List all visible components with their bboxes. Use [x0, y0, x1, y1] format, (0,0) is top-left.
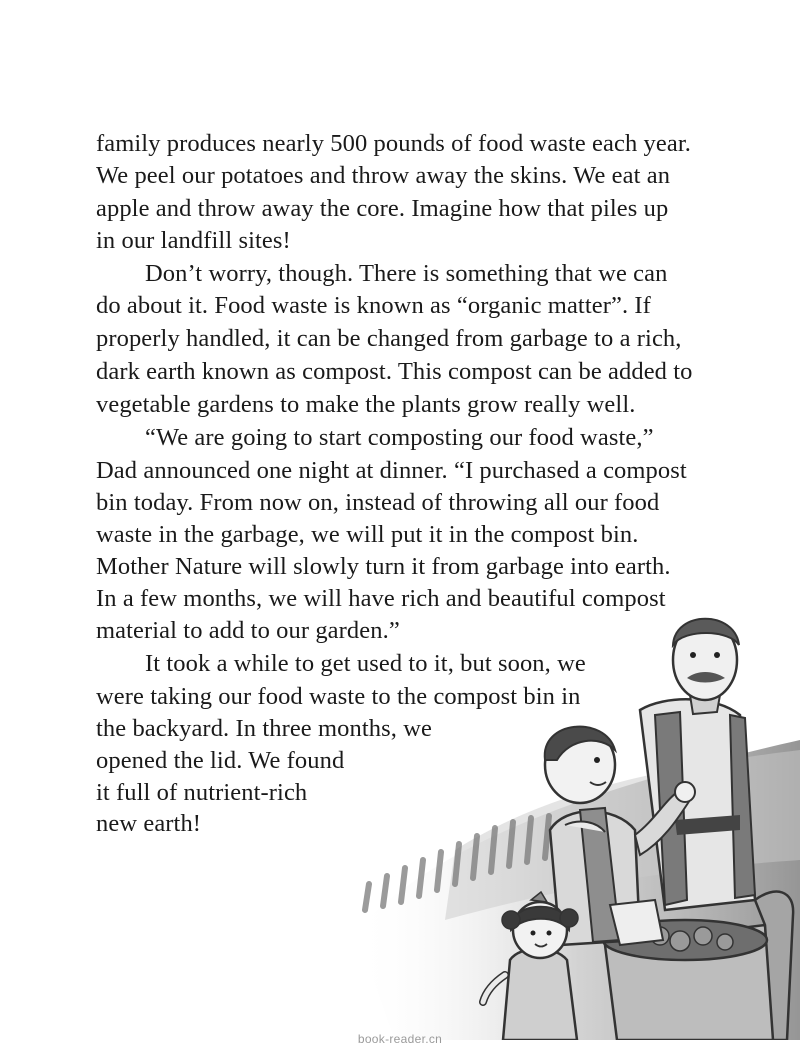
text-line: opened the lid. We found: [96, 747, 345, 774]
text-line: Dad announced one night at dinner. “I purchased a compost: [96, 457, 687, 484]
text-line: do about it. Food waste is known as “organic matter”. If: [96, 292, 651, 319]
text-line: bin today. From now on, instead of throwing all our food: [96, 489, 660, 516]
paragraph-indent-line: “We are going to start composting our food waste,”: [145, 424, 654, 451]
paragraph-indent-line: Don’t worry, though. There is something that we can: [145, 260, 668, 287]
text-line: dark earth known as compost. This compost can be added to: [96, 358, 693, 385]
text-line: waste in the garbage, we will put it in the compost bin.: [96, 521, 639, 548]
text-line: the backyard. In three months, we: [96, 715, 432, 742]
text-line: material to add to our garden.”: [96, 617, 400, 644]
paragraph-indent-line: It took a while to get used to it, but soon, we: [145, 650, 586, 677]
text-line: in our landfill sites!: [96, 227, 291, 254]
text-line: apple and throw away the core. Imagine how that piles up: [96, 195, 669, 222]
text-line: In a few months, we will have rich and beautiful compost: [96, 585, 666, 612]
text-line: new earth!: [96, 810, 202, 837]
family-composting-illustration: [335, 600, 800, 1040]
text-line: it full of nutrient-rich: [96, 779, 308, 806]
text-line: were taking our food waste to the compost bin in: [96, 683, 581, 710]
text-line: We peel our potatoes and throw away the skins. We eat an: [96, 162, 671, 189]
text-line: Mother Nature will slowly turn it from garbage into earth.: [96, 553, 671, 580]
watermark: book-reader.cn: [357, 1032, 443, 1046]
text-line: family produces nearly 500 pounds of food waste each year.: [96, 130, 691, 157]
text-line: properly handled, it can be changed from garbage to a rich,: [96, 325, 682, 352]
text-line: vegetable gardens to make the plants grow really well.: [96, 391, 636, 418]
